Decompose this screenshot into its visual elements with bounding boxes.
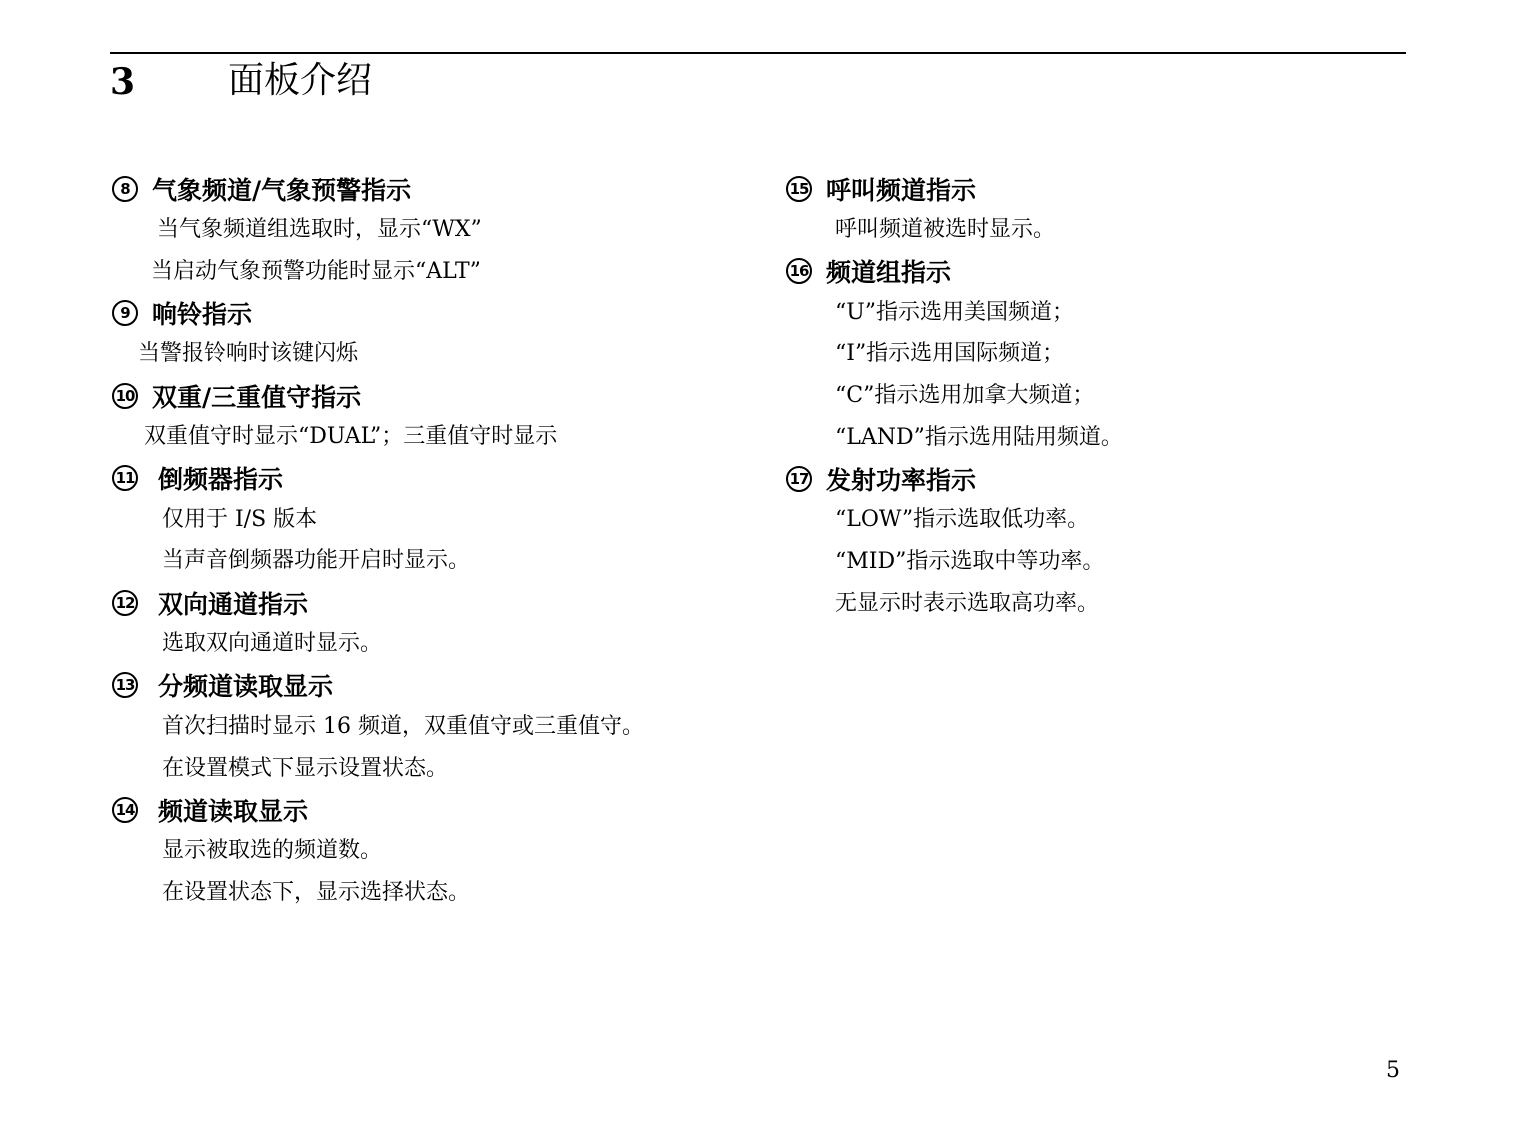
page-number: 5 xyxy=(1386,1058,1400,1083)
item-text: “LAND”指示选用陆用频道。 xyxy=(835,424,1123,450)
item-text: “MID”指示选取中等功率。 xyxy=(835,549,1105,575)
item-text: 无显示时表示选取高功率。 xyxy=(835,590,1100,616)
section-number: 3 xyxy=(110,61,136,103)
item-text: 当启动气象预警功能时显示“ALT” xyxy=(151,258,481,284)
item-text: 当气象频道组选取时，显示“WX” xyxy=(157,217,482,242)
item-text: 当声音倒频器功能开启时显示。 xyxy=(162,548,471,574)
right-column xyxy=(786,168,1406,625)
item-8 xyxy=(112,168,752,292)
item-number-badge: 9 xyxy=(112,300,138,326)
item-number-badge: 13 xyxy=(112,672,138,698)
item-number-badge: 16 xyxy=(786,258,812,284)
item-text: 在设置状态下，显示选择状态。 xyxy=(162,879,471,905)
left-column xyxy=(112,168,752,914)
item-12 xyxy=(112,582,752,665)
item-title: 频道组指示 xyxy=(826,258,952,288)
item-text: 在设置模式下显示设置状态。 xyxy=(162,755,449,781)
header-rule xyxy=(110,52,1406,54)
item-title: 响铃指示 xyxy=(152,299,253,329)
item-title: 频道读取显示 xyxy=(158,796,309,826)
item-text: 呼叫频道被选时显示。 xyxy=(835,217,1056,242)
item-14 xyxy=(112,789,752,913)
item-text: “U”指示选用美国频道； xyxy=(835,299,1075,325)
item-text: 选取双向通道时显示。 xyxy=(162,631,383,657)
item-title: 呼叫频道指示 xyxy=(826,175,977,205)
item-title: 发射功率指示 xyxy=(826,465,977,495)
item-title: 双重/三重值守指示 xyxy=(152,382,362,412)
item-number-badge: 8 xyxy=(112,176,138,202)
item-number-badge: 17 xyxy=(786,466,812,492)
item-number-badge: 12 xyxy=(112,590,138,616)
item-16 xyxy=(786,251,1406,459)
item-text: 显示被取选的频道数。 xyxy=(162,838,383,864)
item-10 xyxy=(112,375,752,458)
item-text: 当警报铃响时该键闪烁 xyxy=(138,341,359,367)
item-15 xyxy=(786,168,1406,251)
item-number-badge: 10 xyxy=(112,383,138,409)
item-title: 气象频道/气象预警指示 xyxy=(152,175,412,205)
item-text: “LOW”指示选取低功率。 xyxy=(835,507,1090,533)
item-9 xyxy=(112,292,752,375)
item-text: “C”指示选用加拿大频道； xyxy=(835,383,1095,409)
item-number-badge: 11 xyxy=(112,465,138,491)
item-title: 双向通道指示 xyxy=(158,589,309,619)
section-title: 面板介绍 xyxy=(228,60,373,101)
item-number-badge: 14 xyxy=(112,797,138,823)
item-title: 分频道读取显示 xyxy=(158,672,334,702)
item-11 xyxy=(112,458,752,582)
item-text: 仅用于 I/S 版本 xyxy=(162,506,318,532)
item-text: 首次扫描时显示 16 频道，双重值守或三重值守。 xyxy=(162,713,644,739)
item-17 xyxy=(786,458,1406,624)
item-text: “I”指示选用国际频道； xyxy=(835,341,1065,367)
item-title: 倒频器指示 xyxy=(158,465,284,495)
item-number-badge: 15 xyxy=(786,176,812,202)
item-text: 双重值守时显示“DUAL”；三重值守时显示 xyxy=(144,424,558,450)
item-13 xyxy=(112,665,752,789)
